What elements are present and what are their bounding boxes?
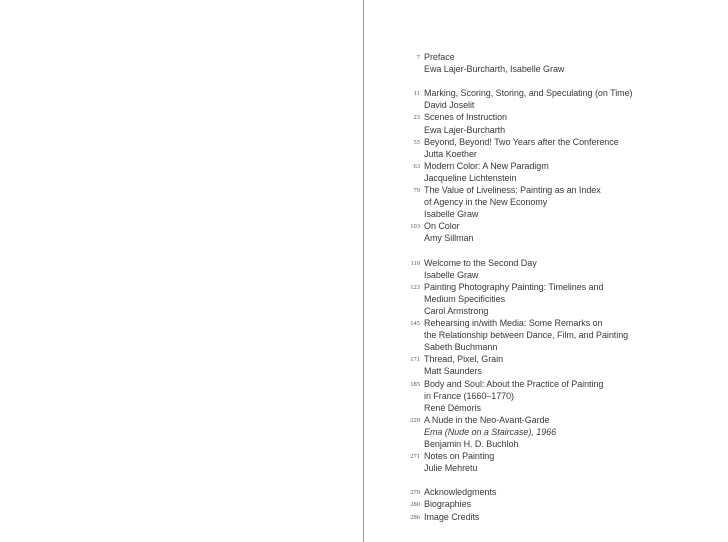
toc-entry-row [364,124,728,136]
toc-page-number: 185 [410,380,420,388]
toc-entry-title: the Relationship between Dance, Film, and Painting [424,330,629,341]
toc-entry[interactable] [364,257,728,281]
toc-entry-row [364,462,728,474]
toc-page-number-spacer [364,463,424,475]
toc-page-number-spacer [364,427,424,439]
section-spacer [364,245,728,257]
toc-page-number: 119 [410,259,420,267]
toc-entry-author: Isabelle Graw [424,269,479,280]
toc-page-number: 55 [413,138,420,146]
toc-entry[interactable] [364,87,728,111]
toc-entry-row [364,450,728,462]
toc-page-number: 286 [410,513,420,521]
toc-entry-title: in France (1660–1770) [424,390,515,401]
toc-entry[interactable] [364,450,728,474]
toc-page-number: 11 [413,90,420,98]
toc-entry-row [364,87,728,99]
toc-entry-row [364,160,728,172]
toc-page-number-spacer [364,330,424,342]
toc-entry-title: Scenes of Instruction [424,112,507,123]
toc-entry-row [364,341,728,353]
toc-entry-author: Matt Saunders [424,366,482,377]
toc-entry-row [364,63,728,75]
toc-entry-row [364,136,728,148]
toc-entry-row [364,426,728,438]
toc-page-number: 7 [416,54,420,61]
toc-entry-row [364,438,728,450]
toc-entry-author: Carol Armstrong [424,305,489,316]
toc-entry-title: Medium Specificities [424,293,506,304]
toc-page-number-spacer [364,197,424,209]
toc-entry-row [364,281,728,293]
toc-entry[interactable] [364,378,728,414]
toc-entry-row [364,511,728,523]
toc-entry-title: Painting Photography Painting: Timelines and [424,281,604,292]
toc-entry-row [364,196,728,208]
toc-page-number-spacer [364,294,424,306]
toc-entry-author: René Démoris [424,402,481,413]
toc-entry[interactable] [364,184,728,220]
toc-entry-title: Body and Soul: About the Practice of Painting [424,378,604,389]
toc-entry[interactable] [364,486,728,498]
toc-entry-author: Jutta Koether [424,148,477,159]
toc-entry-author: Julie Mehretu [424,463,478,474]
toc-entry-row [364,111,728,123]
toc-entry-author: Ewa Lajer-Burcharth, Isabelle Graw [424,64,565,75]
toc-entry-row [364,498,728,510]
toc-page-number: 63 [413,162,420,170]
toc-entry-row [364,99,728,111]
toc-entry-row [364,257,728,269]
toc-entry-row [364,208,728,220]
toc-entry-author: Sabeth Buchmann [424,342,498,353]
toc-entry-author: Isabelle Graw [424,209,479,220]
toc-entry-title: A Nude in the Neo-Avant-Garde [424,414,550,425]
toc-entry-row [364,329,728,341]
toc-page-number: 123 [410,283,420,291]
toc-entry-title: Preface [424,52,455,62]
toc-entry[interactable] [364,111,728,135]
toc-page-number: 103 [410,223,420,231]
toc-entry-title: On Color [424,221,460,232]
toc-entry-row [364,305,728,317]
toc-page-number: 79 [413,187,420,195]
left-page-blank [0,0,363,542]
section-spacer [364,474,728,486]
toc-page-number: 171 [410,356,420,364]
toc-entry-row [364,378,728,390]
toc-entry[interactable] [364,414,728,450]
table-of-contents [364,51,728,523]
toc-entry-row [364,148,728,160]
toc-entry[interactable] [364,220,728,244]
toc-page-number: 280 [410,501,420,509]
toc-entry-title: Beyond, Beyond! Two Years after the Conference [424,136,619,147]
toc-entry-title: Thread, Pixel, Grain [424,354,504,365]
toc-entry-row [364,220,728,232]
toc-entry-row [364,353,728,365]
toc-entry-row [364,172,728,184]
toc-entry-title: Marking, Scoring, Storing, and Speculating (on Time) [424,88,633,99]
toc-entry-title: Image Credits [424,511,480,522]
toc-entry-row [364,232,728,244]
toc-entry-author: Benjamin H. D. Buchloh [424,439,519,449]
toc-page-number: 271 [410,453,420,461]
toc-page-number-spacer [364,391,424,403]
toc-page-number-spacer [364,64,424,76]
toc-entry-author: Ewa Lajer-Burcharth [424,124,506,135]
right-page-contents [364,0,728,542]
toc-entry-row [364,390,728,402]
toc-entry-row [364,317,728,329]
toc-entry-title: Welcome to the Second Day [424,257,537,268]
toc-page-number: 279 [410,489,420,497]
toc-page-number: 23 [413,114,420,122]
toc-entry-title: The Value of Liveliness: Painting as an Index [424,185,601,196]
toc-entry[interactable] [364,498,728,510]
toc-entry-title: Rehearsing in/with Media: Some Remarks on [424,318,603,329]
toc-page-number: 145 [410,320,420,328]
toc-entry[interactable] [364,511,728,523]
toc-page-number: 229 [410,416,420,424]
toc-entry-title: Modern Color: A New Paradigm [424,160,549,171]
toc-entry-row [364,414,728,426]
toc-entry-title: of Agency in the New Economy [424,197,548,208]
section-spacer [364,75,728,87]
toc-page-number-spacer [364,233,424,245]
toc-entry[interactable] [364,317,728,353]
toc-entry[interactable] [364,353,728,377]
toc-entry-row [364,184,728,196]
toc-entry-title: Ema (Nude on a Staircase), 1966 [424,426,557,437]
toc-entry-row [364,51,728,63]
toc-entry[interactable] [364,281,728,317]
toc-entry[interactable] [364,160,728,184]
toc-entry-title: Biographies [424,499,471,510]
toc-entry-author: Amy Sillman [424,233,474,244]
toc-entry[interactable] [364,136,728,160]
toc-entry-title: Notes on Painting [424,451,495,462]
toc-entry-row [364,486,728,498]
toc-entry-author: Jacqueline Lichtenstein [424,172,517,183]
toc-entry-author: David Joselit [424,100,475,111]
toc-entry[interactable] [364,51,728,75]
toc-entry-row [364,269,728,281]
toc-entry-row [364,293,728,305]
toc-entry-row [364,365,728,377]
toc-entry-row [364,402,728,414]
toc-entry-title: Acknowledgments [424,487,497,498]
